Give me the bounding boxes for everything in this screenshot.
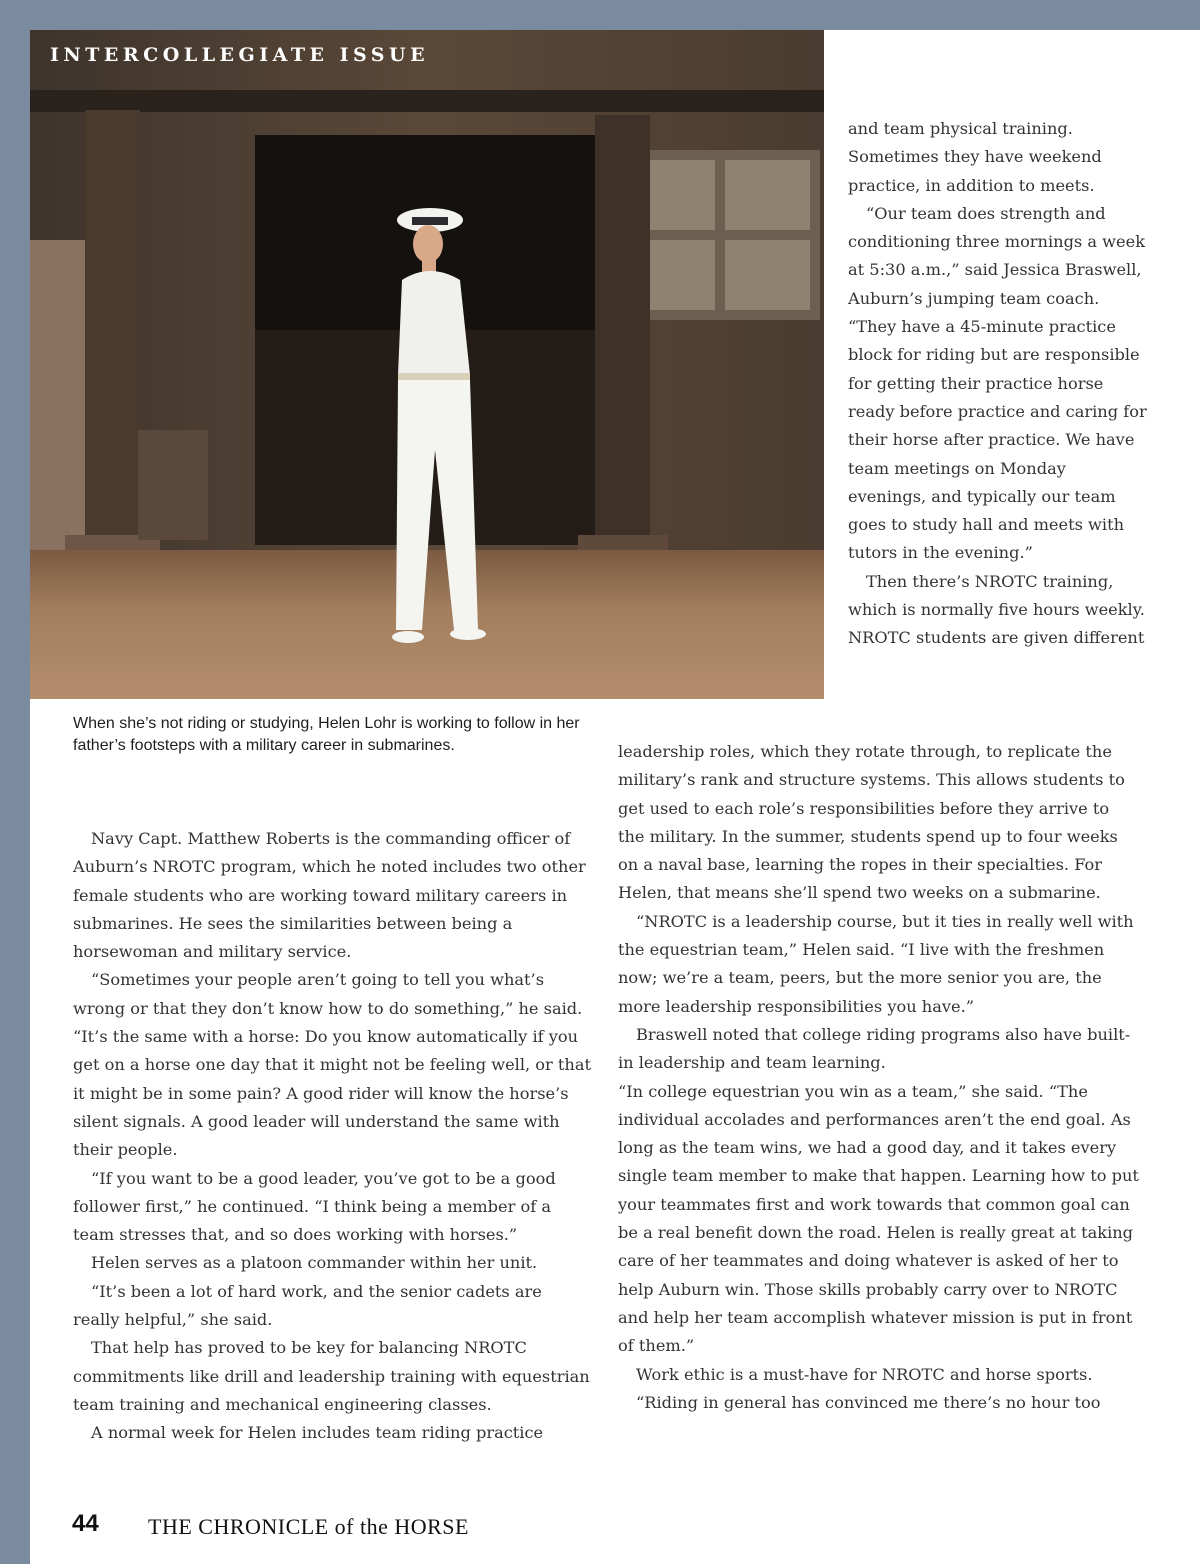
article-paragraph: Navy Capt. Matthew Roberts is the commanding officer of Auburn’s NROTC program, which he noted includes two other female students who are working toward military careers in submarines. He sees the similarities between being a horsewoman and military service. — [73, 829, 586, 962]
window-pane — [725, 160, 810, 230]
article-column-left — [73, 825, 593, 1448]
page-number: 44 — [72, 1510, 99, 1537]
photo-illustration — [30, 30, 824, 699]
section-label: INTERCOLLEGIATE ISSUE — [50, 44, 430, 66]
article-column-right — [618, 738, 1140, 1417]
article-paragraph: leadership roles, which they rotate through, to replicate the military’s rank and structure systems. This allows students to get used to each role’s responsibilities before they arrive to the military. In the summer, students spend up to four weeks on a naval base, learning the ropes in their specialties. For Helen, that means she’ll spend two weeks on a submarine. — [618, 742, 1125, 903]
magazine-page — [30, 30, 1200, 1564]
article-paragraph: Braswell noted that college riding programs also have built-in leadership and team learning. — [618, 1024, 1131, 1073]
publication-masthead: THE CHRONICLE of the HORSE — [148, 1514, 469, 1539]
storage-box — [138, 430, 208, 540]
right-pillar — [595, 115, 650, 570]
photo-caption: When she’s not riding or studying, Helen Lohr is working to follow in her father’s footsteps with a military career in submarines. — [73, 715, 580, 754]
article-paragraph: “Our team does strength and conditioning three mornings a week at 5:30 a.m.,” said Jessica Braswell, Auburn’s jumping team coach. “They have a 45-minute practice block for riding but are responsible for getting their practice horse ready before practice and caring for their horse after practice. We have team meetings on Monday evenings, and typically our team goes to study hall and meets with tutors in the evening.” — [848, 203, 1147, 563]
article-paragraph: “If you want to be a good leader, you’ve got to be a good follower first,” he continued. “I think being a member of a team stresses that, and so does working with horses.” — [73, 1168, 556, 1245]
article-paragraph: “Sometimes your people aren’t going to tell you what’s wrong or that they don’t know how to do something,” he said. “It’s the same with a horse: Do you know automatically if you get on a horse one day that it might not be feeling well, or that it might be in some pain? A good rider will know the horse’s silent signals. A good leader will understand the same with their people. — [73, 970, 592, 1160]
dirt-ground — [30, 550, 824, 699]
article-paragraph: Work ethic is a must-have for NROTC and horse sports. — [636, 1364, 1093, 1384]
left-pillar — [85, 110, 140, 570]
left-wall — [30, 240, 90, 550]
article-paragraph: “In college equestrian you win as a team,” she said. “The individual accolades and performances aren’t the end goal. As long as the team wins, we had a good day, and it takes every single team member to make that happen. Learning how to put your teammates first and work towards that common goal can be a real benefit down the road. Helen is really great at taking care of her teammates and doing whatever is asked of her to help Auburn win. Those skills probably carry over to NROTC and help her team accomplish whatever mission is put in front of them.” — [618, 1081, 1139, 1356]
article-paragraph: That help has proved to be key for balancing NROTC commitments like drill and leadership training with equestrian team training and mechanical engineering classes. — [73, 1338, 590, 1414]
article-paragraph: A normal week for Helen includes team riding practice — [91, 1423, 544, 1443]
article-paragraph: Then there’s NROTC training, which is normally five hours weekly. NROTC students are given different — [848, 571, 1145, 648]
article-column-top-right — [848, 115, 1148, 653]
article-paragraph: “It’s been a lot of hard work, and the senior cadets are really helpful,” she said. — [73, 1281, 542, 1330]
article-paragraph: “Riding in general has convinced me there’s no hour too — [636, 1392, 1101, 1412]
article-paragraph: Helen serves as a platoon commander within her unit. — [91, 1253, 538, 1273]
feature-photo — [30, 30, 824, 699]
roof-beam — [30, 90, 824, 112]
article-paragraph: “NROTC is a leadership course, but it ties in really well with the equestrian team,” Helen said. “I live with the freshmen now; we’re a team, peers, but the more senior you are, the more leadership responsibilities you have.” — [618, 911, 1134, 1016]
window-pane — [725, 240, 810, 310]
article-paragraph: and team physical training. Sometimes they have weekend practice, in addition to meets. — [848, 119, 1102, 195]
